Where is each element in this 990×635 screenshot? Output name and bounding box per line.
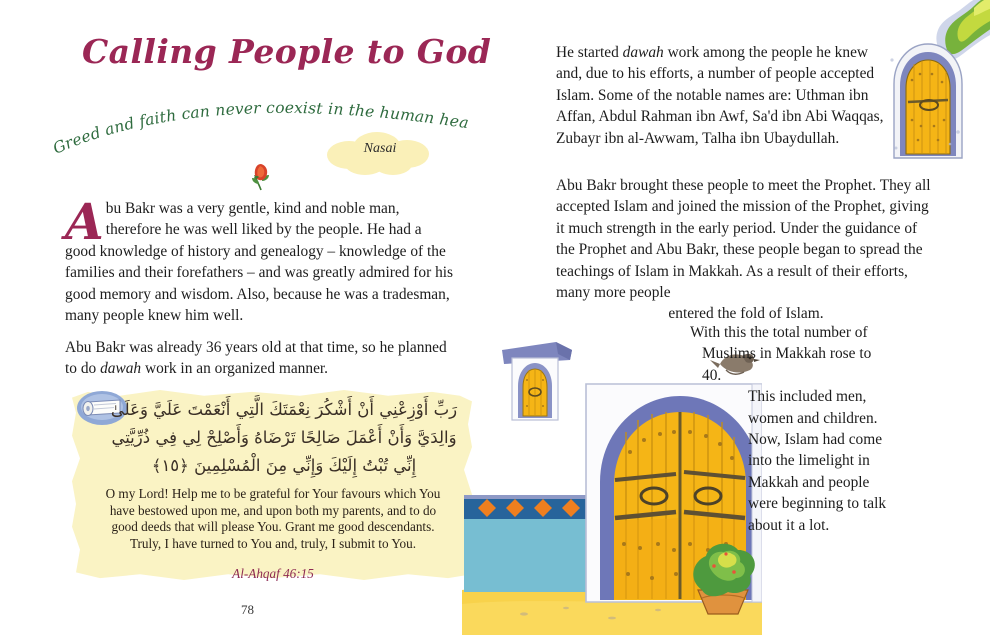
right-paragraph-2-last-line: entered the fold of Islam. [668, 305, 824, 323]
left-paragraph-2-emphasis: dawah [100, 360, 142, 378]
page-number: 78 [241, 602, 254, 617]
right-paragraph-3 [690, 322, 890, 536]
right-paragraph-1-emphasis: dawah [622, 44, 664, 61]
page-title: Calling People to God [82, 32, 492, 71]
right-paragraph-2 [556, 175, 936, 325]
rose-icon [248, 160, 274, 196]
right-paragraph-1-part-b: work among the people he knew and, due to his efforts, a number of people accepted Islam. Some of the notable names are: Uthman ibn Affan, Abdul Rahman ibn Awf, Sa'd ibn Abi Waqqas, Zubayr ibn al-Awwam, Talha ibn Ubaydullah. [556, 44, 884, 147]
quran-translation: O my Lord! Help me to be grateful for Your favours which You have bestowed upon me, and upon both my parents, and to do good deeds that will please You. Grant me good descendants. Truly, I have turned to You and, truly, I submit to You. [105, 486, 441, 551]
right-paragraph-3-rest: This included men, women and children. Now, Islam had come into the limelight in Makkah and people were beginning to talk about it a lot. [748, 388, 887, 534]
right-paragraph-3-line-2: Muslims in Makkah rose to 40. [702, 345, 872, 384]
left-paragraph-2-part-b: work in an organized manner. [141, 360, 329, 378]
quran-reference: Al-Ahqaf 46:15 [232, 566, 314, 581]
hadith-quote-text: Greed and faith can never coexist in the human heart. [48, 78, 471, 158]
right-paragraph-1-part-a: He started [556, 44, 623, 61]
hadith-source-cloud [325, 128, 435, 176]
left-paragraph-1-text: bu Bakr was a very gentle, kind and noble man, therefore he was well liked by the people. He had a good knowledge of history and genealogy – knowledge of the families and their forefathers – and was greatly admired for his good memory and wisdom. Also, because he was a tradesman, many people knew him well. [65, 200, 454, 325]
small-arched-door-top-right [888, 40, 964, 160]
quran-quotation-box [72, 390, 472, 580]
right-paragraph-3-line-1: With this the total number of [690, 324, 868, 341]
hadith-source-label: Nasai [363, 141, 397, 156]
left-paragraph-1 [65, 192, 455, 326]
quran-arabic-text: رَبِّ أَوْزِعْنِي أَنْ أَشْكُرَ نِعْمَتَكَ الَّتِي أَنْعَمْتَ عَلَيَّ وَعَلَىٰ وَالِدَيَّ وَأَنْ أَعْمَلَ صَالِحًا تَرْضَاهُ وَأَصْلِحْ لِي فِي ذُرِّيَّتِي إِنِّي تُبْتُ إِلَيْكَ وَإِنِّي مِنَ الْمُسْلِمِينَ ﴿١٥﴾ [110, 400, 458, 475]
left-paragraph-2 [65, 337, 455, 380]
left-paragraph-2-part-a: Abu Bakr was already 36 years old at that time, so he planned to do [65, 339, 447, 378]
drop-cap: A [65, 192, 104, 251]
small-wall-window-illustration [498, 330, 576, 426]
right-paragraph-1 [556, 42, 886, 149]
right-paragraph-2-main: Abu Bakr brought these people to meet the Prophet. They all accepted Islam and joined the mission of the Prophet, giving it much strength in the early period. Under the guidance of the Prophet and Abu Bakr, these people began to spread the teachings of Islam in Makkah. As a result of their efforts, many more people [556, 177, 931, 302]
